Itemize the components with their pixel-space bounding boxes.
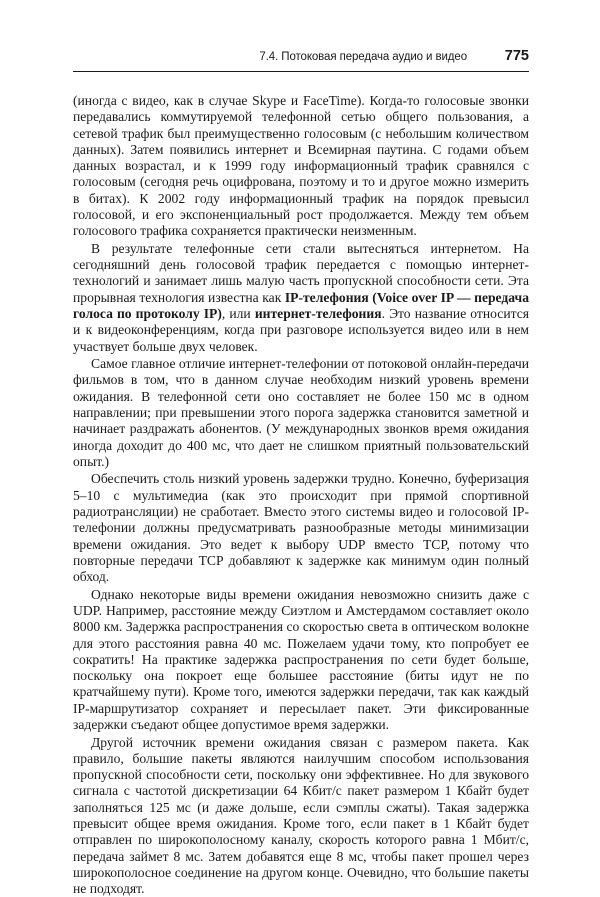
paragraph-1: (иногда с видео, как в случае Skype и FaceTime). Когда-то голосовые звонки передавались коммутируемой телефонной сетью общего пользования, а сетевой трафик был преимущественно голосовым (с небольшим количеством данных). Затем появились интернет и Всемирная паутина. С годами объем данных возрастал, и к 1999 году информационный трафик сравнялся с голосовым (сегодня речь оцифрована, поэтому и то и другое можно измерить в битах). К 2002 году информационный трафик на порядок превысил голосовой, и его экспоненциальный рост продолжается. Между тем объем голосового трафика сохраняется практически неизменным. bbox=[73, 93, 529, 239]
paragraph-3: Самое главное отличие интернет-телефонии от потоковой онлайн-передачи фильмов в том, что в данном случае необходим низкий уровень времени ожидания. В телефонной сети оно составляет не более 150 мс в одном направлении; при превышении этого порога задержка становится заметной и начинает раздражать абонентов. (У международных звонков время ожидания иногда доходит до 400 мс, что дает не слишком приятный пользовательский опыт.) bbox=[73, 356, 529, 469]
term-internet-telephony: интернет-телефония bbox=[254, 306, 382, 322]
page-number: 775 bbox=[504, 48, 529, 64]
paragraph-2 bbox=[73, 241, 529, 355]
paragraph-2-text-a: В результате телефонные сети стали вытесняться интернетом. На сегодняшний день голосовой трафик передается с помощью интернет-технологий и занимает лишь малую часть пропускной способности сети. Эта прорывная технология известна как bbox=[73, 240, 529, 305]
paragraph-4: Обеспечить столь низкий уровень задержки трудно. Конечно, буферизация 5–10 с мультимедиа (как это происходит при прямой спортивной радиотрансляции) не сработает. Вместо этого системы видео и голосовой IP-телефонии должны предусматривать разнообразные методы минимизации времени ожидания. Это ведет к выбору UDP вместо TCP, потому что повторные передачи TCP добавляют к задержке как минимум один полный обход. bbox=[73, 471, 529, 585]
paragraph-6: Другой источник времени ожидания связан с размером пакета. Как правило, большие пакеты являются наилучшим способом использования пропускной способности сети, поскольку они эффективнее. Но для звукового сигнала с частотой дискретизации 64 Кбит/с пакет размером 1 Кбайт будет заполняться 125 мс (и даже дольше, если сэмплы сжаты). Такая задержка превысит общее время ожидания. Кроме того, если пакет в 1 Кбайт будет отправлен по широкополосному каналу, скорость которого равна 1 Мбит/с, передача займет 8 мс. Затем добавятся еще 8 мс, чтобы пакет прошел через широкополосное соединение на другом конце. Очевидно, что большие пакеты не подходят. bbox=[73, 734, 529, 897]
term-ip-telephony: IP-телефония (Voice over IP — передача голоса по протоколу IP) bbox=[73, 289, 529, 322]
paragraph-5: Однако некоторые виды времени ожидания невозможно снизить даже с UDP. Например, расстояние между Сиэтлом и Амстердамом составляет около 8000 км. Задержка распространения со скоростью света в оптическом волокне для этого расстояния равна 40 мс. Пожелаем удачи тому, кто попробует ее сократить! На практике задержка распространения по сети будет больше, поскольку она покроет еще большее расстояние (биты идут не по кратчайшему пути). Кроме того, имеются задержки передачи, так как каждый IP-маршрутизатор сохраняет и пересылает пакет. Эти фиксированные задержки съедают общее допустимое время задержки. bbox=[73, 586, 529, 733]
paragraph-2-text-c: . Это название относится и к видеоконференциям, когда при разговоре используется видео или в нем участвует больше двух человек. bbox=[73, 306, 529, 354]
body-text bbox=[73, 93, 529, 897]
running-header bbox=[73, 47, 529, 72]
section-title: 7.4. Потоковая передача аудио и видео bbox=[259, 51, 467, 63]
paragraph-2-text-b: , или bbox=[221, 306, 255, 322]
